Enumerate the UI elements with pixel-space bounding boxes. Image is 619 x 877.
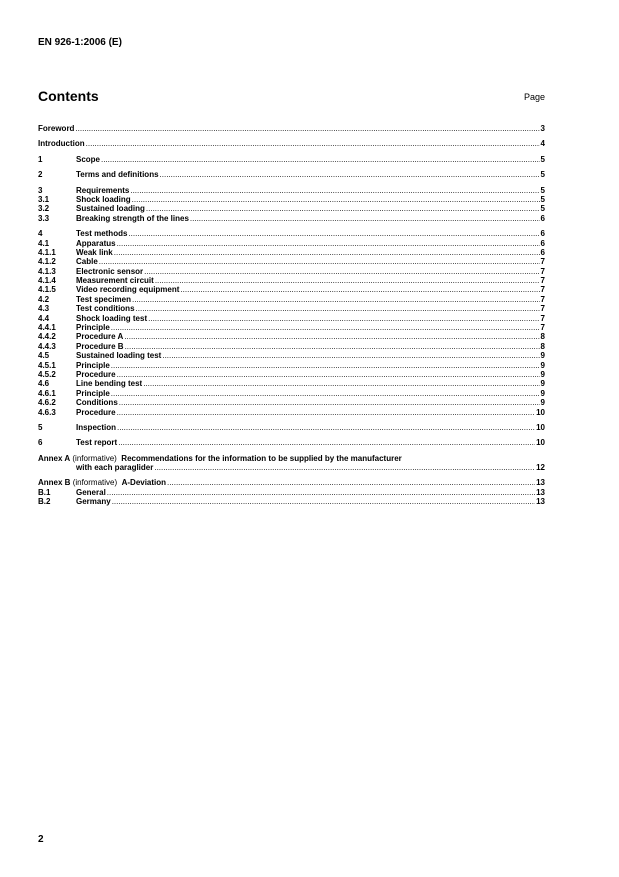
toc-number: 4.2 [38,294,50,304]
toc-page: 9 [540,360,545,370]
toc-entry-4-6[interactable] [38,379,545,388]
toc-entry-annex-a[interactable] [38,454,545,473]
toc-number: B.2 [38,497,51,507]
toc-entry-3-3[interactable] [38,214,545,223]
contents-heading: Contents [38,88,99,104]
toc-entry-b-2[interactable] [38,497,545,506]
toc-number: 4.6.1 [38,388,56,398]
dot-leader [162,351,539,360]
toc-entry-4[interactable] [38,229,545,238]
toc-entry-4-5-1[interactable] [38,361,545,370]
toc-title: Introduction [38,139,85,149]
toc-entry-4-1-2[interactable] [38,257,545,266]
toc-number: 4.6 [38,379,50,389]
toc-entry-4-1-5[interactable] [38,285,545,294]
toc-page: 10 [536,422,545,432]
toc-entry-4-6-3[interactable] [38,408,545,417]
toc-page: 9 [540,398,545,408]
dot-leader [167,478,535,487]
toc-number: 4.5 [38,351,50,361]
toc-page: 5 [540,204,545,214]
dot-leader [86,139,540,148]
dot-leader [128,229,539,238]
dot-leader [132,295,540,304]
toc-entry-3-2[interactable] [38,204,545,213]
dot-leader [136,304,540,313]
toc-page: 6 [540,213,545,223]
toc-title: Requirements [76,185,130,195]
annex-label: Annex B [38,478,71,488]
toc-title: Apparatus [76,238,116,248]
toc-entry-4-4[interactable] [38,314,545,323]
annex-label: Annex A [38,453,71,463]
dot-leader [111,323,540,332]
toc-entry-6[interactable] [38,438,545,447]
dot-leader [117,423,535,432]
toc-title: Test methods [76,229,128,239]
toc-number: 4.6.2 [38,398,56,408]
toc-page: 10 [536,407,545,417]
toc-title: Test report [76,438,118,448]
dot-leader [114,248,540,257]
dot-leader [112,497,535,506]
dot-leader [117,239,540,248]
dot-leader [154,463,535,472]
toc-page: 7 [540,294,545,304]
dot-leader [111,361,540,370]
toc-page: 9 [540,379,545,389]
toc-number: 3.2 [38,204,50,214]
toc-page: 7 [540,323,545,333]
annex-title-continued: with each paraglider [76,463,154,473]
toc-number: 4.4.1 [38,323,56,333]
dot-leader [119,398,540,407]
dot-leader [148,314,539,323]
toc-number: 4.1.1 [38,247,56,257]
toc-page: 3 [540,123,545,133]
toc-title: Terms and definitions [76,170,159,180]
toc-title: Principle [76,360,110,370]
toc-entry-3[interactable] [38,186,545,195]
toc-title: Measurement circuit [76,276,154,286]
toc-entry-4-1-4[interactable] [38,276,545,285]
toc-number: 4.5.2 [38,369,56,379]
toc-title: Procedure [76,407,116,417]
dot-leader [146,204,540,213]
toc-page: 4 [540,139,545,149]
toc-title: Test conditions [76,304,135,314]
toc-number: 4.1.3 [38,266,56,276]
annex-title: Recommendations for the information to be supplied by the manufacturer [121,453,402,463]
dot-leader [125,342,540,351]
dot-leader [160,170,540,179]
dot-leader [111,389,540,398]
toc-title: General [76,487,106,497]
toc-title: Procedure B [76,341,124,351]
toc-title: Shock loading [76,194,131,204]
toc-entry-4-6-1[interactable] [38,389,545,398]
dot-leader [117,370,540,379]
toc-page: 7 [540,285,545,295]
toc-title: Cable [76,257,98,267]
toc-page: 6 [540,247,545,257]
toc-title: Line bending test [76,379,143,389]
toc-page: 13 [536,478,545,488]
toc-page: 7 [540,304,545,314]
toc-number: 4.1.5 [38,285,56,295]
toc-title: Procedure A [76,332,124,342]
toc-page: 7 [540,266,545,276]
toc-number: 3.1 [38,194,50,204]
dot-leader [99,257,540,266]
toc-entry-4-1-3[interactable] [38,267,545,276]
toc-entry-introduction[interactable] [38,139,545,148]
toc-number: 4.4.2 [38,332,56,342]
toc-page: 9 [540,351,545,361]
toc-entry-4-1[interactable] [38,239,545,248]
page-column-label: Page [523,92,545,102]
dot-leader [124,332,539,341]
toc-entry-4-5-2[interactable] [38,370,545,379]
toc-entry-3-1[interactable] [38,195,545,204]
toc-entry-5[interactable] [38,423,545,432]
toc-entry-annex-b[interactable] [38,479,545,488]
dot-leader [143,379,539,388]
dot-leader [132,195,540,204]
dot-leader [130,186,539,195]
toc-title: Electronic sensor [76,266,144,276]
dot-leader [144,267,539,276]
toc-page: 5 [540,154,545,164]
toc-number: 4 [38,229,43,239]
toc-number: 3.3 [38,213,50,223]
toc-number: 1 [38,154,43,164]
annex-type: (informative) [72,453,117,463]
toc-page: 9 [540,388,545,398]
dot-leader [180,285,539,294]
toc-number: 4.5.1 [38,360,56,370]
toc-page: 7 [540,276,545,286]
toc-number: B.1 [38,487,51,497]
toc-entry-4-4-2[interactable] [38,332,545,341]
toc-page: 7 [540,257,545,267]
toc-page: 6 [540,238,545,248]
toc-title: Germany [76,497,111,507]
toc-number: 4.4 [38,313,50,323]
toc-title: Test specimen [76,294,131,304]
toc-title: Inspection [76,422,117,432]
toc-title: Breaking strength of the lines [76,213,189,223]
toc-number: 4.1.4 [38,276,56,286]
toc-page: 9 [540,369,545,379]
annex-type: (informative) [72,478,118,488]
toc-number: 4.1.2 [38,257,56,267]
toc-entry-b-1[interactable] [38,488,545,497]
toc-title: Sustained loading test [76,351,162,361]
dot-leader [118,438,535,447]
toc-entry-4-6-2[interactable] [38,398,545,407]
toc-title: Weak link [76,247,113,257]
toc-title: Scope [76,154,101,164]
dot-leader [101,155,540,164]
toc-page: 5 [540,170,545,180]
toc-entry-4-2[interactable] [38,295,545,304]
toc-page: 8 [540,341,545,351]
toc-page: 10 [536,438,545,448]
toc-number: 2 [38,170,43,180]
toc-entry-1[interactable] [38,155,545,164]
dot-leader [190,214,540,223]
toc-title: Procedure [76,369,116,379]
toc-entry-foreword[interactable] [38,124,545,133]
dot-leader [117,408,536,417]
dot-leader [107,488,535,497]
toc-number: 5 [38,422,43,432]
toc-page: 12 [536,463,545,473]
toc-entry-4-4-3[interactable] [38,342,545,351]
dot-leader [75,124,539,133]
toc-page: 5 [540,185,545,195]
toc-title: Foreword [38,123,75,133]
toc-title: Principle [76,388,110,398]
toc-entry-4-1-1[interactable] [38,248,545,257]
toc-number: 6 [38,438,43,448]
toc-number: 4.1 [38,238,50,248]
toc-page: 13 [536,487,545,497]
toc-page: 13 [536,497,545,507]
toc-title: Sustained loading [76,204,145,214]
toc-number: 4.3 [38,304,50,314]
toc-title: Video recording equipment [76,285,180,295]
toc-entry-4-4-1[interactable] [38,323,545,332]
dot-leader [155,276,540,285]
toc-page: 5 [540,194,545,204]
toc-number: 4.6.3 [38,407,56,417]
toc-page: 6 [540,229,545,239]
toc-entry-2[interactable] [38,170,545,179]
toc-title: Principle [76,323,110,333]
toc-page: 7 [540,313,545,323]
document-id: EN 926-1:2006 (E) [38,37,122,48]
annex-title: A-Deviation [121,478,167,488]
toc-entry-4-3[interactable] [38,304,545,313]
toc-title: Conditions [76,398,118,408]
toc-number: 4.4.3 [38,341,56,351]
toc-number: 3 [38,185,43,195]
toc-title: Shock loading test [76,313,148,323]
table-of-contents [38,124,545,507]
toc-entry-4-5[interactable] [38,351,545,360]
toc-page: 8 [540,332,545,342]
page-number: 2 [38,834,44,845]
